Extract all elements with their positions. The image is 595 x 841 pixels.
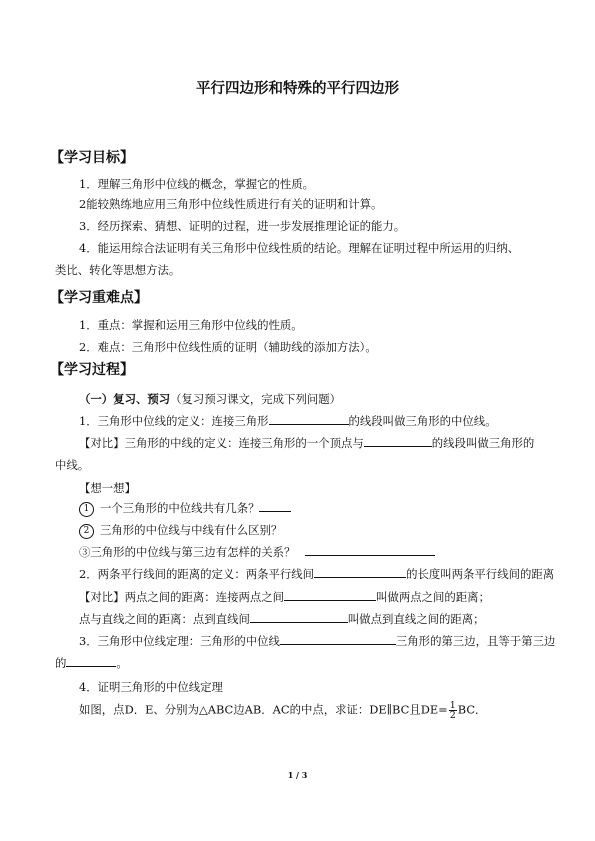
circled-number-icon: 1 [79, 502, 94, 517]
blank-field[interactable] [259, 500, 291, 512]
blank-field[interactable] [314, 566, 406, 578]
goal-item-3: 3．经历探索、猜想、证明的过程，进一步发展推理论证的能力。 [79, 219, 406, 233]
compare-1-cont: 中线。 [55, 458, 90, 472]
blank-field[interactable] [280, 633, 396, 645]
blank-field[interactable] [66, 655, 116, 667]
subsection-note: （复习预习课文，完成下列问题） [170, 392, 342, 406]
compare-3: 点与直线之间的距离：点到直线间 叫做点到直线之间的距离； [79, 612, 485, 626]
question-3-cont: 的 。 [55, 656, 128, 670]
page-number: 1 / 3 [287, 770, 308, 780]
fraction-one-half: $\frac{1}{2}$ [449, 700, 456, 721]
blank-field[interactable] [269, 413, 349, 425]
heading-goals: 【学习目标】 [50, 150, 134, 166]
question-4-text: 如图，点D．E、分别为△ABC边AB．AC的中点，求证：DE∥BC且DE= $\frac{1}{2}$ BC． [79, 700, 487, 721]
blank-field[interactable] [284, 589, 376, 601]
think-heading: 【想一想】 [79, 481, 136, 495]
question-2: 2．两条平行线间的距离的定义：两条平行线间 的长度叫两条平行线间的距离 [79, 567, 555, 581]
think-item-3: ③三角形的中位线与第三边有怎样的关系？ [79, 544, 435, 560]
key-item-1: 1．重点：掌握和运用三角形中位线的性质。 [79, 318, 303, 332]
question-3: 3．三角形中位线定理：三角形的中位线 三角形的第三边，且等于第三边 [79, 634, 556, 648]
blank-field[interactable] [250, 611, 348, 623]
subsection-label: （一）复习、预习 [79, 392, 171, 406]
think-item-2: 2 三角形的中位线与中线有什么区别？ [79, 522, 282, 539]
question-4: 4．证明三角形的中位线定理 [79, 680, 223, 694]
goal-item-4-cont: 类比、转化等思想方法。 [55, 263, 181, 277]
heading-process: 【学习过程】 [50, 362, 134, 378]
heading-key-points: 【学习重难点】 [50, 290, 148, 306]
question-1: 1．三角形中位线的定义：连接三角形 的线段叫做三角形的中位线。 [79, 414, 497, 428]
page-title: 平行四边形和特殊的平行四边形 [196, 80, 399, 97]
subsection-review [79, 391, 341, 407]
goal-item-2: 2能较熟练地应用三角形中位线性质进行有关的证明和计算。 [79, 197, 383, 211]
circled-number-icon: 2 [79, 524, 94, 539]
goal-item-4: 4．能运用综合法证明有关三角形中位线性质的结论。理解在证明过程中所运用的归纳、 [79, 241, 520, 255]
blank-field[interactable] [305, 544, 435, 556]
blank-field[interactable] [364, 435, 432, 447]
key-item-2: 2．难点：三角形中位线性质的证明（辅助线的添加方法）。 [79, 340, 377, 354]
think-item-1: 1 一个三角形的中位线共有几条？ [79, 500, 291, 517]
compare-1: 【对比】三角形的中线的定义：连接三角形的一个顶点与 的线段叫做三角形的 [79, 436, 535, 450]
goal-item-1: 1．理解三角形中位线的概念，掌握它的性质。 [79, 177, 315, 191]
compare-2: 【对比】两点之间的距离：连接两点之间 叫做两点之间的距离； [79, 590, 490, 604]
